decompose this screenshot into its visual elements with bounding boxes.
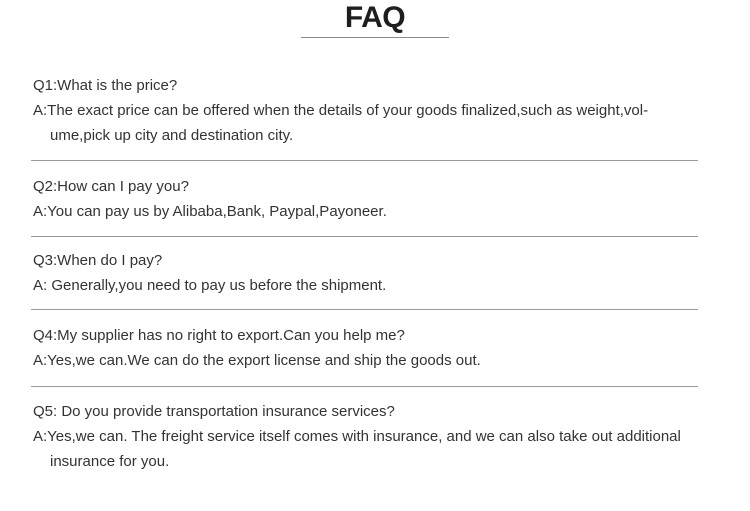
- page-title: FAQ: [344, 1, 406, 34]
- faq-answer-line: A:Yes,we can.We can do the export license and ship the goods out.: [33, 352, 481, 369]
- faq-item-2: [31, 161, 698, 237]
- faq-item-4: [31, 310, 698, 387]
- faq-question: Q5: Do you provide transportation insurance services?: [33, 403, 395, 420]
- faq-answer-line: A:You can pay us by Alibaba,Bank, Paypal,Payoneer.: [33, 203, 387, 220]
- faq-question: Q4:My supplier has no right to export.Can you help me?: [33, 327, 405, 344]
- faq-question: Q1:What is the price?: [33, 77, 178, 94]
- faq-answer-line: ume,pick up city and destination city.: [50, 127, 294, 144]
- faq-item-3: [31, 237, 698, 310]
- faq-question: Q2:How can I pay you?: [33, 178, 189, 195]
- faq-answer-line: A: Generally,you need to pay us before the shipment.: [33, 277, 387, 294]
- faq-answer-line: A:Yes,we can. The freight service itself comes with insurance, and we can also take out additional: [33, 428, 681, 445]
- faq-list: [31, 38, 698, 486]
- faq-item-1: [31, 38, 698, 161]
- faq-answer-line: insurance for you.: [50, 453, 170, 470]
- faq-item-5: [31, 387, 698, 486]
- faq-answer-line: A:The exact price can be offered when the details of your goods finalized,such as weight,vol-: [33, 102, 649, 119]
- faq-question: Q3:When do I pay?: [33, 252, 163, 269]
